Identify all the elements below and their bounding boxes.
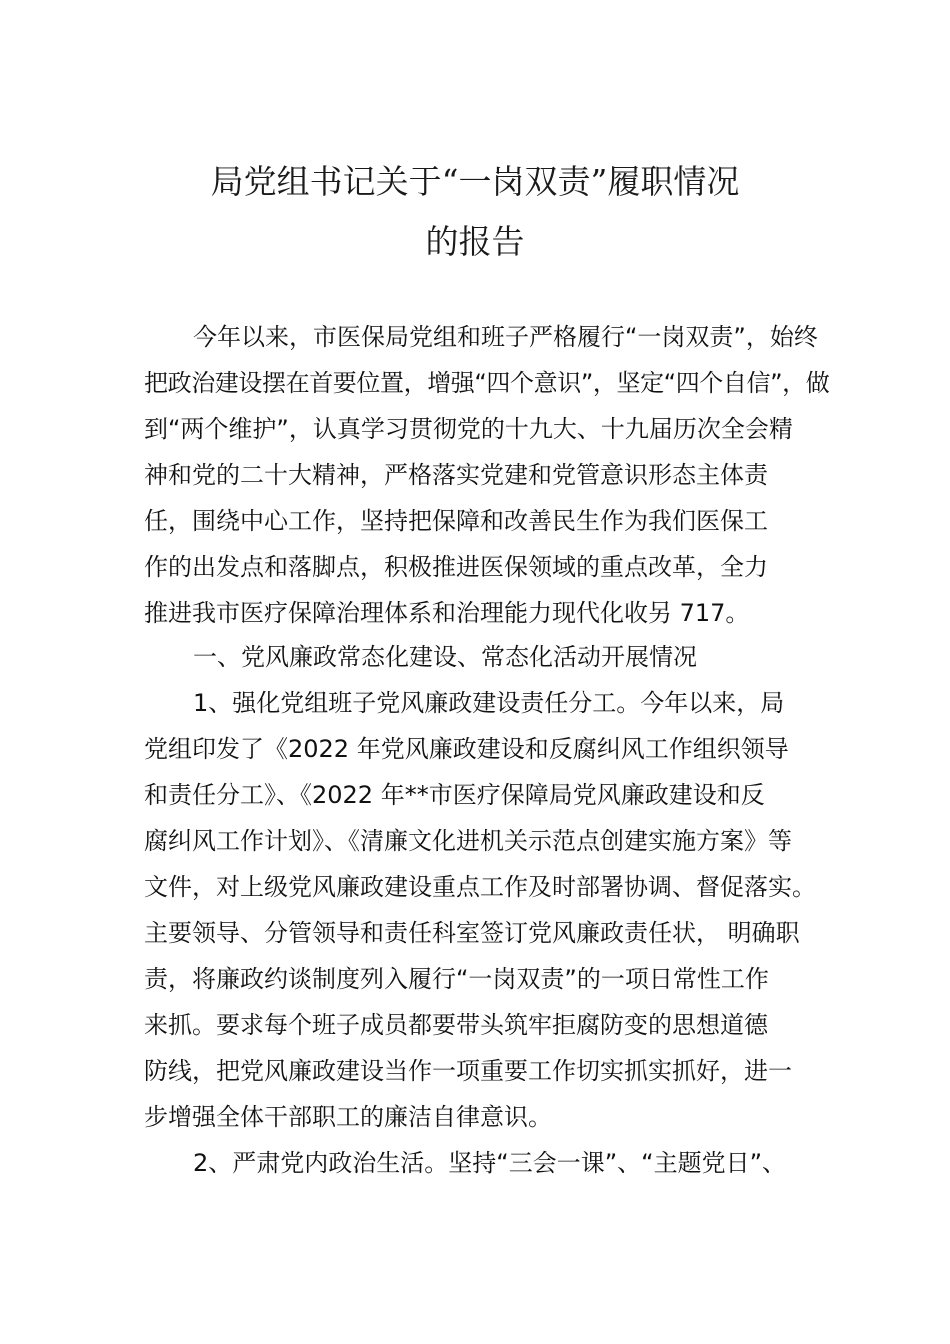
paragraph-line: 神和党的二十大精神，严格落实党建和党管意识形态主体责	[144, 461, 768, 489]
paragraph-line: 文件，对上级党风廉政建设重点工作及时部署协调、督促落实。	[144, 873, 816, 901]
paragraph-line: 步增强全体干部职工的廉洁自律意识。	[144, 1103, 552, 1131]
paragraph-line: 主要领导、分管领导和责任科室签订党风廉政责任状， 明确职	[144, 919, 800, 947]
paragraph-line: 责，将廉政约谈制度列入履行“一岗双责”的一项日常性工作	[144, 965, 769, 993]
paragraph-line: 腐纠风工作计划》、《清廉文化进机关示范点创建实施方案》等	[144, 827, 792, 855]
section-heading: 一、党风廉政常态化建设、常态化活动开展情况	[193, 643, 697, 671]
paragraph-line: 今年以来，市医保局党组和班子严格履行“一岗双责”，始终	[193, 323, 818, 351]
paragraph-line: 作的出发点和落脚点，积极推进医保领域的重点改革，全力	[144, 553, 768, 581]
paragraph-line: 1、强化党组班子党风廉政建设责任分工。今年以来，局	[193, 689, 785, 717]
paragraph-line: 防线，把党风廉政建设当作一项重要工作切实抓实抓好，进一	[144, 1057, 792, 1085]
document-title-line-1: 局党组书记关于“一岗双责”履职情况	[210, 162, 740, 201]
paragraph-line: 党组印发了《2022 年党风廉政建设和反腐纠风工作组织领导	[144, 735, 789, 763]
paragraph-line: 任，围绕中心工作，坚持把保障和改善民生作为我们医保工	[144, 507, 768, 535]
paragraph-line: 来抓。要求每个班子成员都要带头筑牢拒腐防变的思想道德	[144, 1011, 768, 1039]
paragraph-line: 推进我市医疗保障治理体系和治理能力现代化收另 717。	[144, 599, 750, 627]
paragraph-line: 和责任分工》、《2022 年**市医疗保障局党风廉政建设和反	[144, 781, 765, 809]
paragraph-line: 把政治建设摆在首要位置，增强“四个意识”，坚定“四个自信”，做	[144, 369, 830, 397]
document-title-line-2: 的报告	[425, 222, 525, 261]
paragraph-line: 到“两个维护”，认真学习贯彻党的十九大、十九届历次全会精	[144, 415, 793, 443]
paragraph-line: 2、严肃党内政治生活。坚持“三会一课”、“主题党日”、	[193, 1149, 787, 1177]
